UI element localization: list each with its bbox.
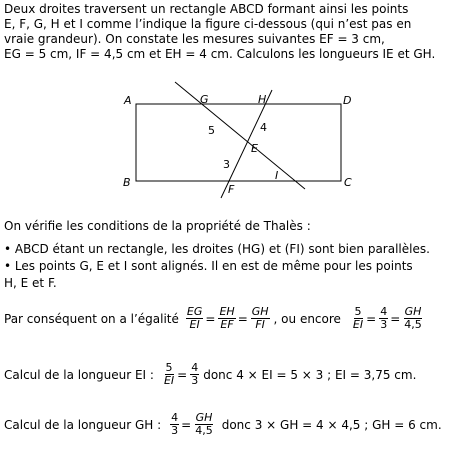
rectangle-abcd bbox=[136, 104, 341, 181]
line-gi bbox=[175, 82, 305, 189]
measure-eg: 5 bbox=[208, 124, 215, 137]
intro-line-2: E, F, G, H et I comme l’indique la figure ci-dessous (qui n’est pas en bbox=[4, 17, 412, 31]
calc-gh-prefix: Calcul de la longueur GH : bbox=[4, 417, 162, 432]
intro-line-1: Deux droites traversent un rectangle ABCD formant ainsi les points bbox=[4, 2, 409, 16]
measure-ef: 3 bbox=[223, 158, 230, 171]
calc-ei-result: donc 4 × EI = 5 × 3 ; EI = 3,75 cm. bbox=[203, 367, 417, 382]
fraction-gh-4-5: $\frac{GH}{4,5}$ bbox=[404, 305, 422, 331]
fraction-eh-ef: $\frac{EH}{EF}$ bbox=[219, 305, 235, 331]
label-c: C bbox=[344, 176, 352, 189]
label-f: F bbox=[228, 183, 235, 196]
label-d: D bbox=[343, 94, 352, 107]
fraction-4-3: $\frac{4}{3}$ bbox=[380, 305, 388, 331]
equals-sign: = bbox=[181, 417, 192, 432]
equals-sign: = bbox=[366, 311, 377, 326]
intro-line-4: EG = 5 cm, IF = 4,5 cm et EH = 4 cm. Calculons les longueurs IE et GH. bbox=[4, 47, 436, 61]
label-i: I bbox=[275, 169, 279, 182]
intro-line-3: vraie grandeur). On constate les mesures suivantes EF = 3 cm, bbox=[4, 32, 385, 46]
check-title: On vérifie les conditions de la propriété de Thalès : bbox=[4, 219, 311, 233]
equality-middle: , ou encore bbox=[273, 311, 341, 326]
fraction-gh-4-5: $\frac{GH}{4,5}$ bbox=[195, 411, 213, 437]
measure-eh: 4 bbox=[260, 121, 267, 134]
equality-line bbox=[4, 306, 425, 331]
equals-sign: = bbox=[205, 311, 216, 326]
calc-gh-line bbox=[4, 412, 444, 437]
label-g: G bbox=[200, 93, 209, 106]
fraction-eg-ei: $\frac{EG}{EI}$ bbox=[186, 305, 203, 331]
check-bullet-1: • ABCD étant un rectangle, les droites (HG) et (FI) sont bien parallèles. bbox=[4, 242, 430, 256]
fraction-5-ei: $\frac{5}{EI}$ bbox=[352, 305, 364, 331]
fraction-4-3: $\frac{4}{3}$ bbox=[171, 411, 179, 437]
fraction-5-ei: $\frac{5}{EI}$ bbox=[163, 361, 175, 387]
calc-ei-line bbox=[4, 362, 418, 387]
equals-sign: = bbox=[237, 311, 248, 326]
equals-sign: = bbox=[390, 311, 401, 326]
check-bullet-2a: • Les points G, E et I sont alignés. Il en est de même pour les points bbox=[4, 259, 413, 273]
line-hf bbox=[221, 90, 272, 198]
thales-figure bbox=[0, 78, 476, 208]
calc-gh-result: donc 3 × GH = 4 × 4,5 ; GH = 6 cm. bbox=[221, 417, 442, 432]
check-bullet-2b: H, E et F. bbox=[4, 276, 57, 290]
equality-prefix: Par conséquent on a l’égalité bbox=[4, 311, 179, 326]
fraction-4-3: $\frac{4}{3}$ bbox=[191, 361, 199, 387]
label-h: H bbox=[258, 93, 267, 106]
calc-ei-prefix: Calcul de la longueur EI : bbox=[4, 367, 154, 382]
label-a: A bbox=[124, 94, 132, 107]
fraction-gh-fi: $\frac{GH}{FI}$ bbox=[251, 305, 269, 331]
equals-sign: = bbox=[177, 367, 188, 382]
label-b: B bbox=[123, 176, 131, 189]
label-e: E bbox=[251, 142, 258, 155]
